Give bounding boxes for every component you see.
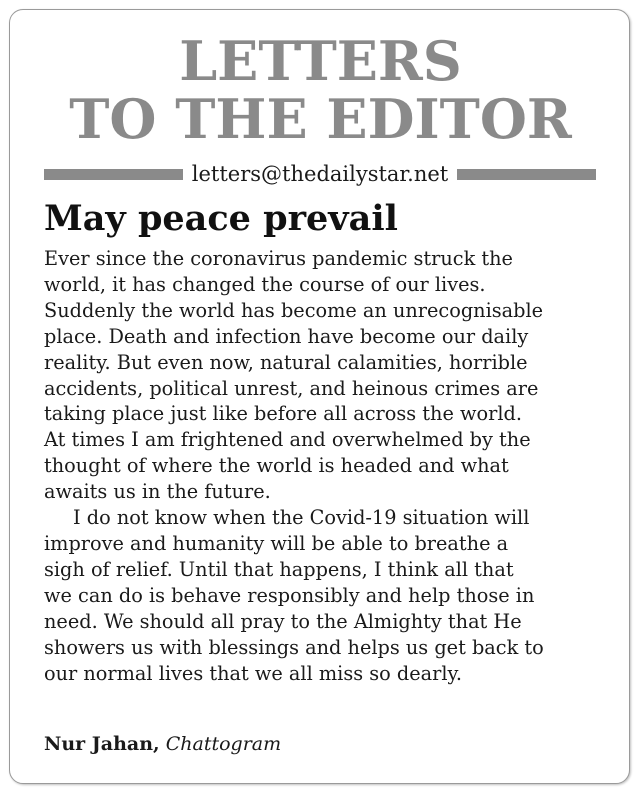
paragraph-1-line: thought of where the world is headed and what — [44, 454, 509, 478]
editor-email: letters@thedailystar.net — [191, 162, 449, 186]
paragraph-2-line: I do not know when the Covid-19 situation will — [73, 506, 530, 530]
letter-headline: May peace prevail — [44, 198, 398, 239]
paragraph-2-line: showers us with blessings and helps us get back to — [44, 635, 544, 659]
masthead-line-2: TO THE EDITOR — [69, 87, 572, 151]
paragraph-1-line: accidents, political unrest, and heinous crimes are — [44, 376, 539, 400]
right-rule — [457, 169, 596, 180]
paragraph-1-line: reality. But even now, natural calamities, horrible — [44, 350, 528, 374]
paragraph-2-line: improve and humanity will be able to breathe a — [44, 531, 509, 555]
paragraph-1-line: At times I am frightened and overwhelmed by the — [44, 428, 531, 452]
author-name: Nur Jahan, — [44, 733, 160, 755]
author-location: Chattogram — [165, 733, 282, 755]
paragraph-2-line: need. We should all pray to the Almighty that He — [44, 609, 522, 633]
masthead-line-1: LETTERS — [179, 29, 462, 93]
paragraph-1-line: awaits us in the future. — [44, 480, 271, 504]
paragraph-1-line: taking place just like before all across the world. — [44, 402, 522, 426]
email-row — [44, 160, 596, 188]
paragraph-1-line: Ever since the coronavirus pandemic struck the — [44, 247, 513, 270]
paragraph-1-line: place. Death and infection have become our daily — [44, 324, 529, 348]
paragraph-2-line: we can do is behave responsibly and help those in — [44, 583, 535, 607]
paragraph-1-line: world, it has changed the course of our lives. — [44, 272, 486, 296]
paragraph-1-line: Suddenly the world has become an unrecognisable — [44, 298, 544, 322]
left-rule — [44, 169, 183, 180]
paragraph-2-line: our normal lives that we all miss so dearly. — [44, 661, 462, 685]
letter-signature — [44, 730, 281, 758]
paragraph-2-line: sigh of relief. Until that happens, I think all that — [44, 557, 514, 581]
letter-body — [44, 246, 604, 686]
